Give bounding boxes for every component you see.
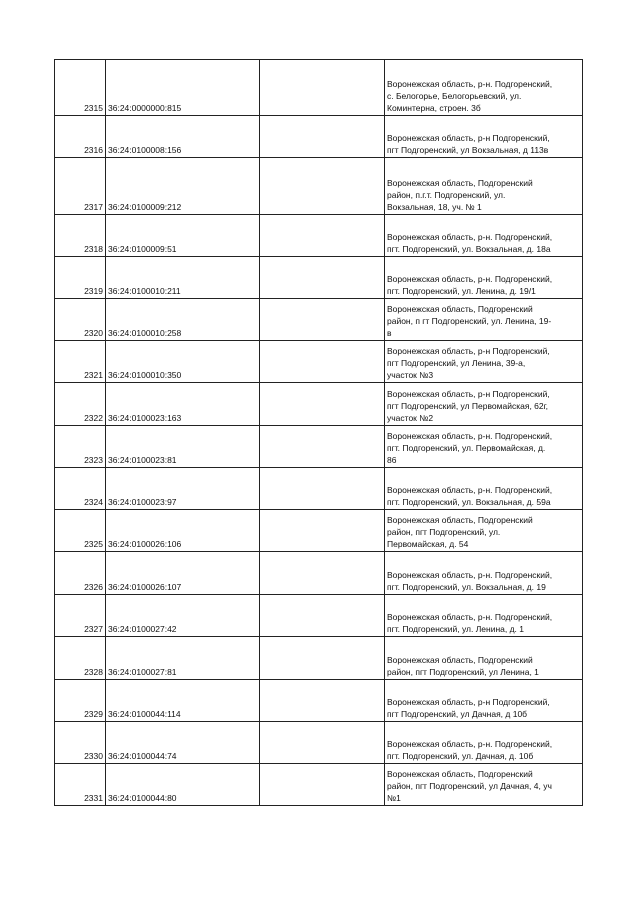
row-number-cell: 2324 — [55, 468, 106, 510]
empty-cell — [260, 341, 385, 383]
empty-cell — [260, 552, 385, 595]
empty-cell — [260, 299, 385, 341]
table-row — [55, 595, 583, 637]
address-cell: Воронежская область, р-н Подгоренский, пгт Подгоренский, ул Ленина, 39-а, участок №3 — [385, 341, 583, 383]
table-row — [55, 680, 583, 722]
row-number-cell: 2325 — [55, 510, 106, 552]
cadastral-number-cell: 36:24:0100027:81 — [106, 637, 260, 680]
address-cell: Воронежская область, Подгоренский район, п.г.т. Подгоренский, ул. Вокзальная, 18, уч. № 1 — [385, 158, 583, 215]
table-row — [55, 158, 583, 215]
empty-cell — [260, 60, 385, 116]
table-row — [55, 637, 583, 680]
table-row — [55, 299, 583, 341]
cadastral-number-cell: 36:24:0100010:258 — [106, 299, 260, 341]
row-number-cell: 2320 — [55, 299, 106, 341]
address-cell: Воронежская область, Подгоренский район, пгт Подгоренский, ул. Первомайская, д. 54 — [385, 510, 583, 552]
table-row — [55, 426, 583, 468]
registry-body — [55, 60, 583, 806]
address-cell: Воронежская область, Подгоренский район, п гт Подгоренский, ул. Ленина, 19- в — [385, 299, 583, 341]
table-row — [55, 116, 583, 158]
table-row — [55, 383, 583, 426]
table-row — [55, 215, 583, 257]
cadastral-number-cell: 36:24:0100009:212 — [106, 158, 260, 215]
row-number-cell: 2323 — [55, 426, 106, 468]
row-number-cell: 2316 — [55, 116, 106, 158]
row-number-cell: 2315 — [55, 60, 106, 116]
empty-cell — [260, 722, 385, 764]
table-row — [55, 510, 583, 552]
address-cell: Воронежская область, р-н Подгоренский, пгт Подгоренский, ул Дачная, д 10б — [385, 680, 583, 722]
table-row — [55, 468, 583, 510]
row-number-cell: 2318 — [55, 215, 106, 257]
address-cell: Воронежская область, р-н. Подгоренский, пгт. Подгоренский, ул. Первомайская, д. 86 — [385, 426, 583, 468]
cadastral-number-cell: 36:24:0100044:74 — [106, 722, 260, 764]
row-number-cell: 2317 — [55, 158, 106, 215]
row-number-cell: 2322 — [55, 383, 106, 426]
property-registry-table — [54, 59, 583, 806]
empty-cell — [260, 158, 385, 215]
table-row — [55, 341, 583, 383]
address-cell: Воронежская область, р-н. Подгоренский, пгт. Подгоренский, ул. Вокзальная, д. 19 — [385, 552, 583, 595]
empty-cell — [260, 764, 385, 806]
cadastral-number-cell: 36:24:0100027:42 — [106, 595, 260, 637]
empty-cell — [260, 595, 385, 637]
cadastral-number-cell: 36:24:0100023:97 — [106, 468, 260, 510]
row-number-cell: 2328 — [55, 637, 106, 680]
cadastral-number-cell: 36:24:0100010:350 — [106, 341, 260, 383]
cadastral-number-cell: 36:24:0100010:211 — [106, 257, 260, 299]
row-number-cell: 2331 — [55, 764, 106, 806]
address-cell: Воронежская область, р-н. Подгоренский, пгт. Подгоренский, ул. Вокзальная, д. 59а — [385, 468, 583, 510]
row-number-cell: 2330 — [55, 722, 106, 764]
cadastral-number-cell: 36:24:0100026:106 — [106, 510, 260, 552]
empty-cell — [260, 383, 385, 426]
table-row — [55, 764, 583, 806]
empty-cell — [260, 426, 385, 468]
table-row — [55, 257, 583, 299]
row-number-cell: 2321 — [55, 341, 106, 383]
table-row — [55, 60, 583, 116]
address-cell: Воронежская область, р-н. Подгоренский, пгт. Подгоренский, ул. Вокзальная, д. 18а — [385, 215, 583, 257]
empty-cell — [260, 637, 385, 680]
address-cell: Воронежская область, р-н. Подгоренский, с. Белогорье, Белогорьевский, ул. Коминтерна, строен. 3б — [385, 60, 583, 116]
address-cell: Воронежская область, р-н Подгоренский, пгт Подгоренский, ул Вокзальная, д 113в — [385, 116, 583, 158]
row-number-cell: 2319 — [55, 257, 106, 299]
empty-cell — [260, 257, 385, 299]
address-cell: Воронежская область, Подгоренский район, пгт Подгоренский, ул Ленина, 1 — [385, 637, 583, 680]
empty-cell — [260, 116, 385, 158]
address-cell: Воронежская область, р-н. Подгоренский, пгт. Подгоренский, ул. Ленина, д. 1 — [385, 595, 583, 637]
empty-cell — [260, 468, 385, 510]
cadastral-number-cell: 36:24:0100009:51 — [106, 215, 260, 257]
row-number-cell: 2327 — [55, 595, 106, 637]
cadastral-number-cell: 36:24:0100026:107 — [106, 552, 260, 595]
address-cell: Воронежская область, р-н. Подгоренский, пгт. Подгоренский, ул. Дачная, д. 10б — [385, 722, 583, 764]
address-cell: Воронежская область, Подгоренский район, пгт Подгоренский, ул Дачная, 4, уч №1 — [385, 764, 583, 806]
cadastral-number-cell: 36:24:0100023:81 — [106, 426, 260, 468]
empty-cell — [260, 680, 385, 722]
cadastral-number-cell: 36:24:0100044:80 — [106, 764, 260, 806]
address-cell: Воронежская область, р-н. Подгоренский, пгт. Подгоренский, ул. Ленина, д. 19/1 — [385, 257, 583, 299]
table-row — [55, 552, 583, 595]
empty-cell — [260, 215, 385, 257]
cadastral-number-cell: 36:24:0000000:815 — [106, 60, 260, 116]
cadastral-number-cell: 36:24:0100023:163 — [106, 383, 260, 426]
row-number-cell: 2326 — [55, 552, 106, 595]
address-cell: Воронежская область, р-н Подгоренский, пгт Подгоренский, ул Первомайская, 62г, участок №2 — [385, 383, 583, 426]
cadastral-number-cell: 36:24:0100008:156 — [106, 116, 260, 158]
row-number-cell: 2329 — [55, 680, 106, 722]
table-row — [55, 722, 583, 764]
cadastral-number-cell: 36:24:0100044:114 — [106, 680, 260, 722]
empty-cell — [260, 510, 385, 552]
